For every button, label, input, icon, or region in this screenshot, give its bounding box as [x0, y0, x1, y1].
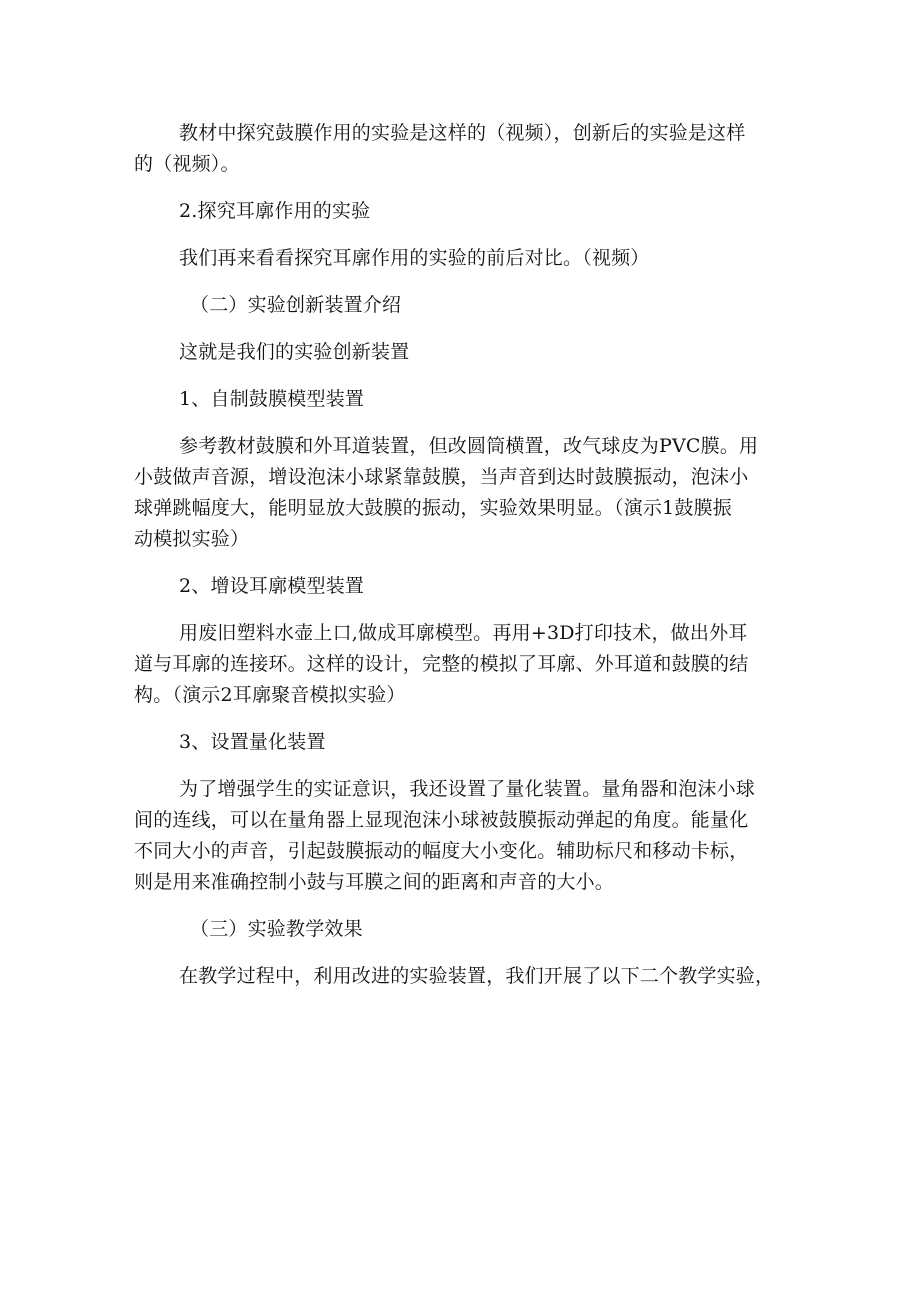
- heading-line: 2、增设耳廓模型装置: [179, 575, 365, 597]
- paragraph-auricle-video: [134, 243, 792, 274]
- text-line: 则是用来准确控制小鼓与耳膜之间的距离和声音的大小。: [134, 871, 615, 893]
- text-line: 道与耳廓的连接环。这样的设计，完整的模拟了耳廓、外耳道和鼓膜的结: [134, 653, 749, 675]
- paragraph-teaching-effect: [134, 961, 792, 992]
- heading-auricle-experiment: [134, 196, 792, 227]
- text-line: 为了增强学生的实证意识，我还设置了量化装置。量角器和泡沫小球: [179, 778, 756, 800]
- text-line: 球弹跳幅度大，能明显放大鼓膜的振动，实验效果明显。（演示1鼓膜振: [134, 497, 732, 519]
- text-line: 这就是我们的实验创新装置: [179, 341, 410, 363]
- paragraph-quantify-device: [134, 774, 792, 898]
- section-heading-device: [134, 290, 792, 321]
- text-line: 不同大小的声音，引起鼓膜振动的幅度大小变化。辅助标尺和移动卡标，: [134, 840, 749, 862]
- section-heading-line: （三）实验教学效果: [190, 918, 363, 940]
- heading-line: 2.探究耳廓作用的实验: [179, 200, 371, 222]
- section-heading-line: （二）实验创新装置介绍: [190, 294, 402, 316]
- section-heading-teaching-effect: [134, 914, 792, 945]
- paragraph-drum-video: [134, 118, 792, 180]
- paragraph-drum-model: [134, 431, 792, 555]
- heading-line: 1、自制鼓膜模型装置: [179, 388, 365, 410]
- text-line: 在教学过程中，利用改进的实验装置，我们开展了以下二个教学实验，: [179, 965, 775, 987]
- text-line: 的（视频）。: [134, 153, 240, 175]
- paragraph-auricle-model: [134, 618, 792, 711]
- heading-line: 3、设置量化装置: [179, 731, 326, 753]
- text-line: 教材中探究鼓膜作用的实验是这样的（视频），创新后的实验是这样: [179, 122, 746, 144]
- text-line: 参考教材鼓膜和外耳道装置，但改圆筒横置，改气球皮为PVC膜。用: [179, 435, 759, 457]
- text-line: 构。（演示2耳廓聚音模拟实验）: [134, 684, 406, 706]
- text-line: 动模拟实验）: [134, 528, 250, 550]
- text-line: 用废旧塑料水壶上口,做成耳廓模型。再用+3D打印技术，做出外耳: [179, 622, 748, 644]
- paragraph-device-intro: [134, 337, 792, 368]
- heading-drum-model: [134, 384, 792, 415]
- heading-quantify-device: [134, 727, 792, 758]
- text-line: 间的连线，可以在量角器上显现泡沫小球被鼓膜振动弹起的角度。能量化: [134, 809, 749, 831]
- text-line: 我们再来看看探究耳廓作用的实验的前后对比。（视频）: [179, 247, 650, 269]
- heading-auricle-model: [134, 571, 792, 602]
- text-line: 小鼓做声音源，增设泡沫小球紧靠鼓膜，当声音到达时鼓膜振动，泡沫小: [134, 466, 749, 488]
